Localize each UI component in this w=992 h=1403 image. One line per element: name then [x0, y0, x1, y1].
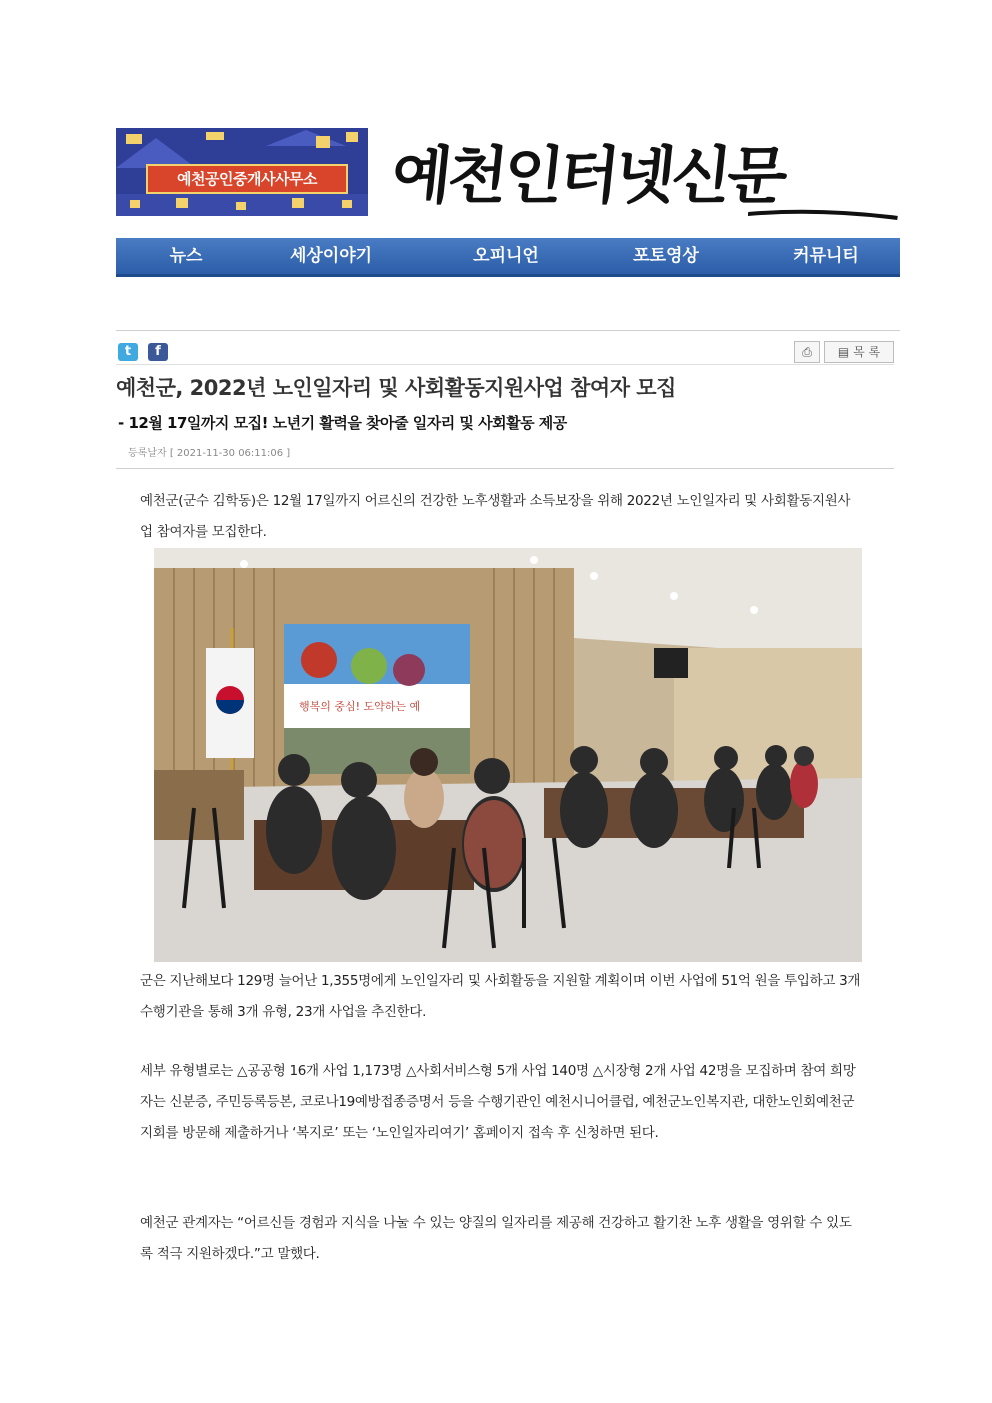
facebook-icon[interactable]: f — [148, 343, 168, 361]
nav-item-opinion[interactable]: 오피니언 — [473, 246, 539, 266]
divider — [116, 364, 894, 365]
nav-item-photo-video[interactable]: 포토영상 — [633, 246, 699, 266]
list-button-label: 목 록 — [853, 345, 881, 359]
nav-item-community[interactable]: 커뮤니티 — [793, 246, 859, 266]
photo-scene — [154, 548, 862, 962]
article-photo — [154, 548, 862, 962]
article-title: 예천군, 2022년 노인일자리 및 사회활동지원사업 참여자 모집 — [116, 376, 676, 400]
logo-swoosh — [747, 206, 898, 220]
list-icon: ▤ — [837, 345, 850, 359]
poster-text: 행복의 중심! 도약하는 예 — [299, 700, 421, 713]
site-logo-text: 예천인터넷신문 — [388, 139, 788, 212]
site-logo[interactable] — [387, 128, 907, 224]
nav-item-news[interactable]: 뉴스 — [169, 246, 203, 266]
nav-item-stories[interactable]: 세상이야기 — [289, 246, 373, 266]
ad-banner[interactable] — [116, 128, 368, 216]
article-paragraph-4: 예천군 관계자는 “어르신들 경험과 지식을 나눌 수 있는 양질의 일자리를 제공해 건강하고 활기찬 노후 생활을 영위할 수 있도록 적극 지원하겠다.”고 말했다. — [140, 1215, 852, 1262]
main-nav — [116, 238, 900, 277]
article-paragraph-2: 군은 지난해보다 129명 늘어난 1,355명에게 노인일자리 및 사회활동을 지원할 계획이며 이번 사업에 51억 원을 투입하고 3개 수행기관을 통해 3개 유형, 23개 사업을 추진한다. — [140, 973, 861, 1020]
divider — [116, 468, 894, 469]
article-paragraph-1: 예천군(군수 김학동)은 12월 17일까지 어르신의 건강한 노후생활과 소득보장을 위해 2022년 노인일자리 및 사회활동지원사업 참여자를 모집한다. — [140, 493, 851, 540]
article-paragraph-3: 세부 유형별로는 △공공형 16개 사업 1,173명 △사회서비스형 5개 사업 140명 △시장형 2개 사업 42명을 모집하며 참여 희망자는 신분증, 주민등록등본, 코로나19예방접종증명서 등을 수행기관인 예천시니어클럽, 예천군노인복지관, 대한노인회예천군지회를 방문해 제출하거나 ‘복지로’ 또는 ‘노인일자리여기’ 홈페이지 접속 후 신청하면 된다. — [140, 1063, 856, 1141]
twitter-icon[interactable]: t — [118, 343, 138, 361]
article-date: 등록날자 [ 2021-11-30 06:11:06 ] — [128, 448, 291, 459]
list-button[interactable] — [824, 341, 894, 363]
print-icon: ⎙ — [802, 345, 812, 359]
print-button[interactable] — [794, 341, 820, 363]
divider — [116, 330, 900, 331]
article-subtitle: - 12월 17일까지 모집! 노년기 활력을 찾아줄 일자리 및 사회활동 제공 — [118, 414, 567, 432]
banner-label: 예천공인중개사사무소 — [146, 164, 348, 194]
